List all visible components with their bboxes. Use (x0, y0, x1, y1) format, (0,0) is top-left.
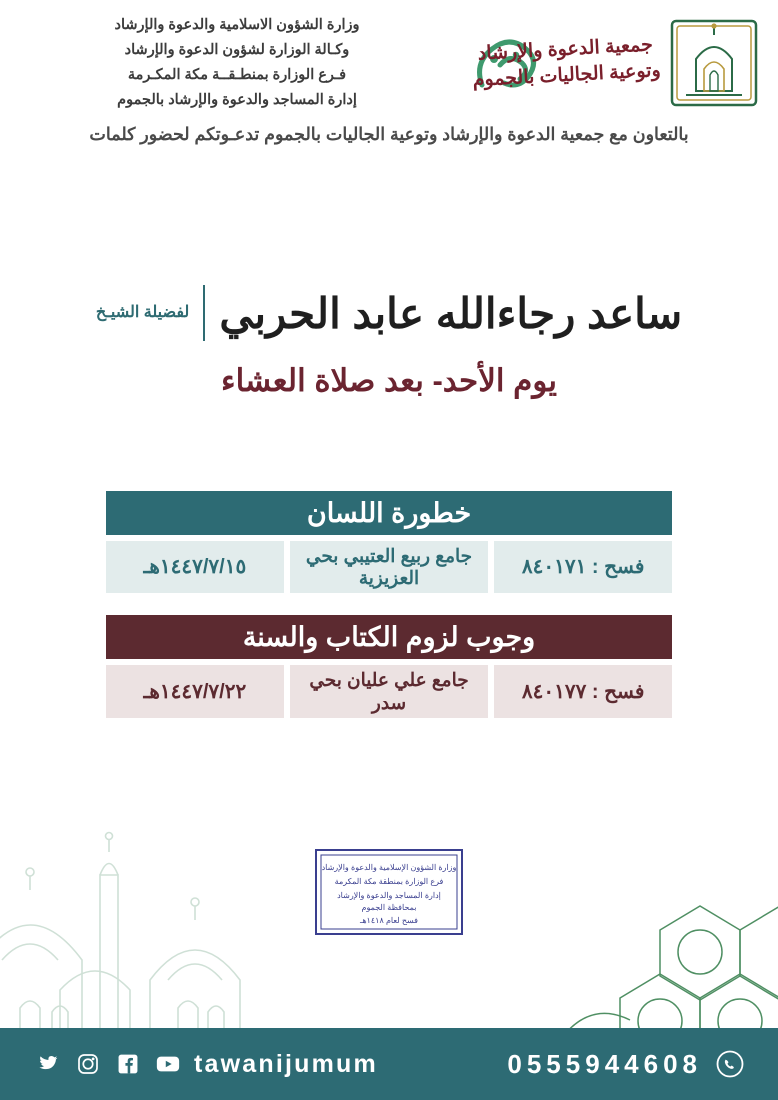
lectures-list (0, 491, 778, 718)
ministry-line-3: فـرع الوزارة بمنطـقــة مكة المكـرمة (127, 67, 347, 83)
svg-text:فرع الوزارة بمنطقة مكة المكرمة: فرع الوزارة بمنطقة مكة المكرمة (334, 877, 444, 886)
sheikh-name: ساعد رجاءالله عابد الحربي (219, 289, 683, 337)
dawah-association-logo (466, 17, 666, 109)
dawah-logo-text: جمعية الدعوة والإرشاد وتوعية الجاليات بالجموم (472, 34, 662, 91)
ministry-line-4: إدارة المساجد والدعوة والإرشاد بالجموم (117, 91, 357, 108)
lecture-details-row (106, 541, 672, 593)
lecture-date: ١٤٤٧/٧/١٥هـ (106, 541, 284, 593)
ministry-emblem-icon (666, 15, 762, 111)
facebook-icon[interactable] (114, 1050, 142, 1078)
youtube-icon[interactable] (154, 1050, 182, 1078)
phone-number[interactable]: 0555944608 (507, 1048, 702, 1079)
ministry-text-block (16, 13, 466, 113)
footer-contact (507, 1049, 744, 1080)
sheikh-schedule: يوم الأحد- بعد صلاة العشاء (221, 363, 557, 398)
lecture-permit: فسح : ٨٤٠١٧١ (494, 541, 672, 593)
lecture-details-row (106, 665, 672, 717)
lecture-title: خطورة اللسان (106, 491, 672, 535)
social-handle[interactable]: tawanijumum (194, 1049, 378, 1078)
collaboration-line: بالتعاون مع جمعية الدعوة والإرشاد وتوعية الجاليات بالجموم تدعـوتكم لحضور كلمات (89, 124, 689, 144)
ministry-line-1: وزارة الشؤون الاسلامية والدعوة والإرشاد (114, 17, 360, 34)
lecture-title: وجوب لزوم الكتاب والسنة (106, 615, 672, 659)
footer-social (34, 1050, 378, 1079)
instagram-icon[interactable] (74, 1050, 102, 1078)
lecture-item (106, 491, 672, 593)
lecture-item (106, 615, 672, 717)
official-stamp (314, 848, 464, 936)
sheikh-divider (203, 285, 205, 341)
sheikh-block (0, 285, 778, 341)
lecture-mosque: جامع ربيع العتيبي بحي العزيزية (290, 541, 489, 593)
lecture-permit: فسح : ٨٤٠١٧٧ (494, 665, 672, 717)
svg-text:وزارة الشؤون الإسلامية والدعوة: وزارة الشؤون الإسلامية والدعوة والإرشاد (321, 863, 457, 872)
svg-text:إدارة المساجد والدعوة والإرشاد: إدارة المساجد والدعوة والإرشاد (337, 891, 441, 900)
svg-text:بمحافظة الجموم: بمحافظة الجموم (361, 903, 417, 912)
footer-bar (0, 1028, 778, 1100)
lecture-date: ١٤٤٧/٧/٢٢هـ (106, 665, 284, 717)
lecture-mosque: جامع علي عليان بحي سدر (290, 665, 489, 717)
header (0, 0, 778, 118)
twitter-icon[interactable] (34, 1050, 62, 1078)
ministry-line-2: وكـالة الوزارة لشؤون الدعوة والإرشاد (124, 42, 350, 59)
whatsapp-icon[interactable] (716, 1050, 744, 1078)
sheikh-honorific: لفضيلة الشيـخ (95, 304, 190, 322)
svg-text:فسح لعام ١٤١٨هـ: فسح لعام ١٤١٨هـ (359, 916, 419, 925)
